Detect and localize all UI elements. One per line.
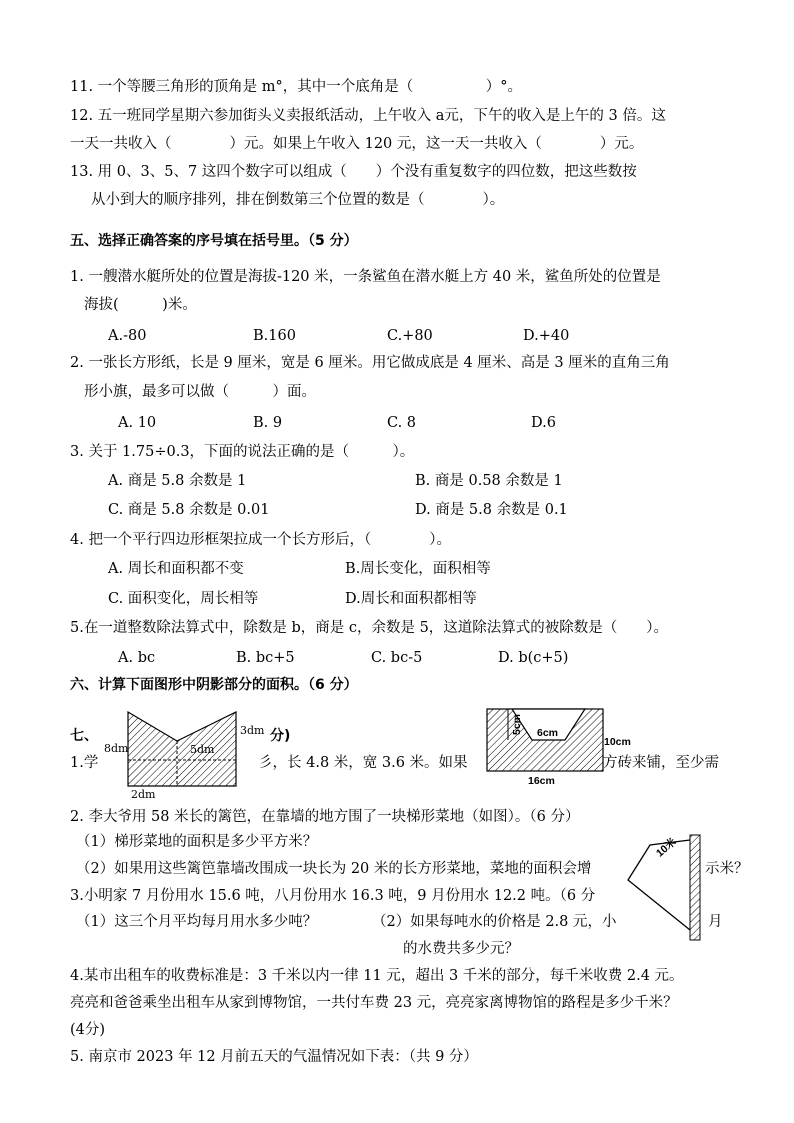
problem-2: 2. 李大爷用 58 米长的篱笆，在靠墙的地方围了一块梯形菜地（如图）。（6 分）: [70, 809, 580, 825]
choice-3-option-b: B. 商是 0.58 余数是 1: [415, 473, 563, 489]
problem-1-start: 1.学: [70, 755, 99, 771]
choice-5-option-a: A. bc: [118, 650, 156, 666]
choice-4-option-b: B.周长变化，面积相等: [345, 561, 491, 577]
problem-3-sub2: （2）如果每吨水的价格是 2.8 元，小: [372, 914, 617, 930]
choice-2-option-d: D.6: [531, 415, 556, 431]
problem-2-sub1: （1）梯形菜地的面积是多少平方米？: [76, 834, 318, 850]
choice-3: 3. 关于 1.75÷0.3，下面的说法正确的是（ ）。: [70, 444, 415, 460]
choice-3-option-d: D. 商是 5.8 余数是 0.1: [415, 502, 568, 518]
choice-4-option-d: D.周长和面积都相等: [345, 591, 477, 607]
section-7-heading-start: 七、: [70, 728, 98, 744]
question-13-line2: 从小到大的顺序排列，排在倒数第三个位置的数是（ ）。: [91, 192, 505, 208]
problem-4-line1: 4.某市出租车的收费标准是：3 千米以内一律 11 元，超出 3 千米的部分，每千米收费 2.4 元。: [70, 968, 684, 984]
problem-1-middle: 彡，长 4.8 米，宽 3.6 米。如果: [258, 755, 468, 771]
fig3-label-10m: 10米: [653, 836, 679, 860]
choice-3-option-c: C. 商是 5.8 余数是 0.01: [108, 502, 270, 518]
problem-3-sub2-end: 月: [708, 914, 723, 930]
fig2-label-5cm: 5cm: [511, 713, 523, 735]
section-6-heading: 六、计算下面图形中阴影部分的面积。（6 分）: [70, 677, 358, 693]
choice-1-line2: 海拔( )米。: [84, 297, 197, 313]
choice-2-option-c: C. 8: [387, 415, 417, 431]
choice-5-option-c: C. bc-5: [371, 650, 423, 666]
choice-3-option-a: A. 商是 5.8 余数是 1: [108, 473, 247, 489]
choice-1-option-a: A.-80: [108, 328, 147, 344]
question-13-line1: 13. 用 0、3、5、7 这四个数字可以组成（ ）个没有重复数字的四位数，把这些数按: [70, 164, 637, 180]
fig1-label-3dm: 3dm: [240, 724, 265, 737]
question-11: 11. 一个等腰三角形的顶角是 m°，其中一个底角是（ ）°。: [70, 79, 523, 95]
choice-1-option-d: D.+40: [523, 328, 570, 344]
problem-3-sub1: （1）这三个月平均每月用水多少吨？: [76, 914, 318, 930]
fig2-label-16cm: 16cm: [528, 775, 555, 787]
problem-5: 5. 南京市 2023 年 12 月前五天的气温情况如下表：（共 9 分）: [70, 1049, 478, 1065]
question-12-line1: 12. 五一班同学星期六参加街头义卖报纸活动，上午收入 a元，下午的收入是上午的 3 倍。这: [70, 108, 666, 124]
fig2-label-6cm: 6cm: [537, 727, 559, 739]
choice-2-line1: 2. 一张长方形纸，长是 9 厘米，宽是 6 厘米。用它做成底是 4 厘米、高是 3 厘米的直角三角: [70, 355, 670, 371]
choice-5-option-b: B. bc+5: [236, 650, 295, 666]
problem-3-sub2-line2: 的水费共多少元？: [403, 941, 519, 957]
problem-3: 3.小明家 7 月份用水 15.6 吨，八月份用水 16.3 吨，9 月份用水 12.2 吨。（6 分: [70, 888, 596, 904]
choice-1-line1: 1. 一艘潜水艇所处的位置是海拔-120 米，一条鲨鱼在潜水艇上方 40 米，鲨鱼所处的位置是: [70, 269, 661, 285]
choice-5: 5.在一道整数除法算式中，除数是 b，商是 c，余数是 5，这道除法算式的被除数是（ ）。: [70, 620, 669, 636]
fig1-label-2dm: 2dm: [131, 788, 156, 801]
choice-1-option-c: C.+80: [387, 328, 433, 344]
question-12-line2: 一天一共收入（ ）元。如果上午收入 120 元，这一天一共收入（ ）元。: [70, 136, 644, 152]
figure-shaded-polygon: [128, 712, 236, 786]
choice-5-option-d: D. b(c+5): [498, 650, 569, 666]
choice-4: 4. 把一个平行四边形框架拉成一个长方形后，（ ）。: [70, 532, 451, 548]
problem-4-line3: (4分): [70, 1022, 106, 1038]
choice-2-option-b: B. 9: [253, 415, 283, 431]
choice-1-option-b: B.160: [253, 328, 296, 344]
fig2-label-10cm: 10cm: [604, 736, 631, 748]
fig1-label-5dm: 5dm: [190, 743, 215, 756]
problem-2-sub2: （2）如果用这些篱笆靠墙改围成一块长为 20 米的长方形菜地，菜地的面积会增: [76, 861, 592, 877]
choice-2-option-a: A. 10: [118, 415, 157, 431]
section-7-heading-end: 分): [270, 728, 291, 744]
choice-4-option-c: C. 面积变化，周长相等: [108, 591, 259, 607]
section-5-heading: 五、选择正确答案的序号填在括号里。（5 分）: [70, 233, 358, 249]
choice-2-line2: 形小旗，最多可以做（ ）面。: [84, 384, 316, 400]
fig1-label-8dm: 8dm: [104, 742, 129, 755]
choice-4-option-a: A. 周长和面积都不变: [108, 561, 244, 577]
problem-2-sub2-end: 示米？: [705, 861, 749, 877]
problem-1-end: 方砖来铺，至少需: [603, 755, 719, 771]
problem-4-line2: 亮亮和爸爸乘坐出租车从家到博物馆，一共付车费 23 元，亮亮家离博物馆的路程是多少千米？: [70, 995, 678, 1011]
